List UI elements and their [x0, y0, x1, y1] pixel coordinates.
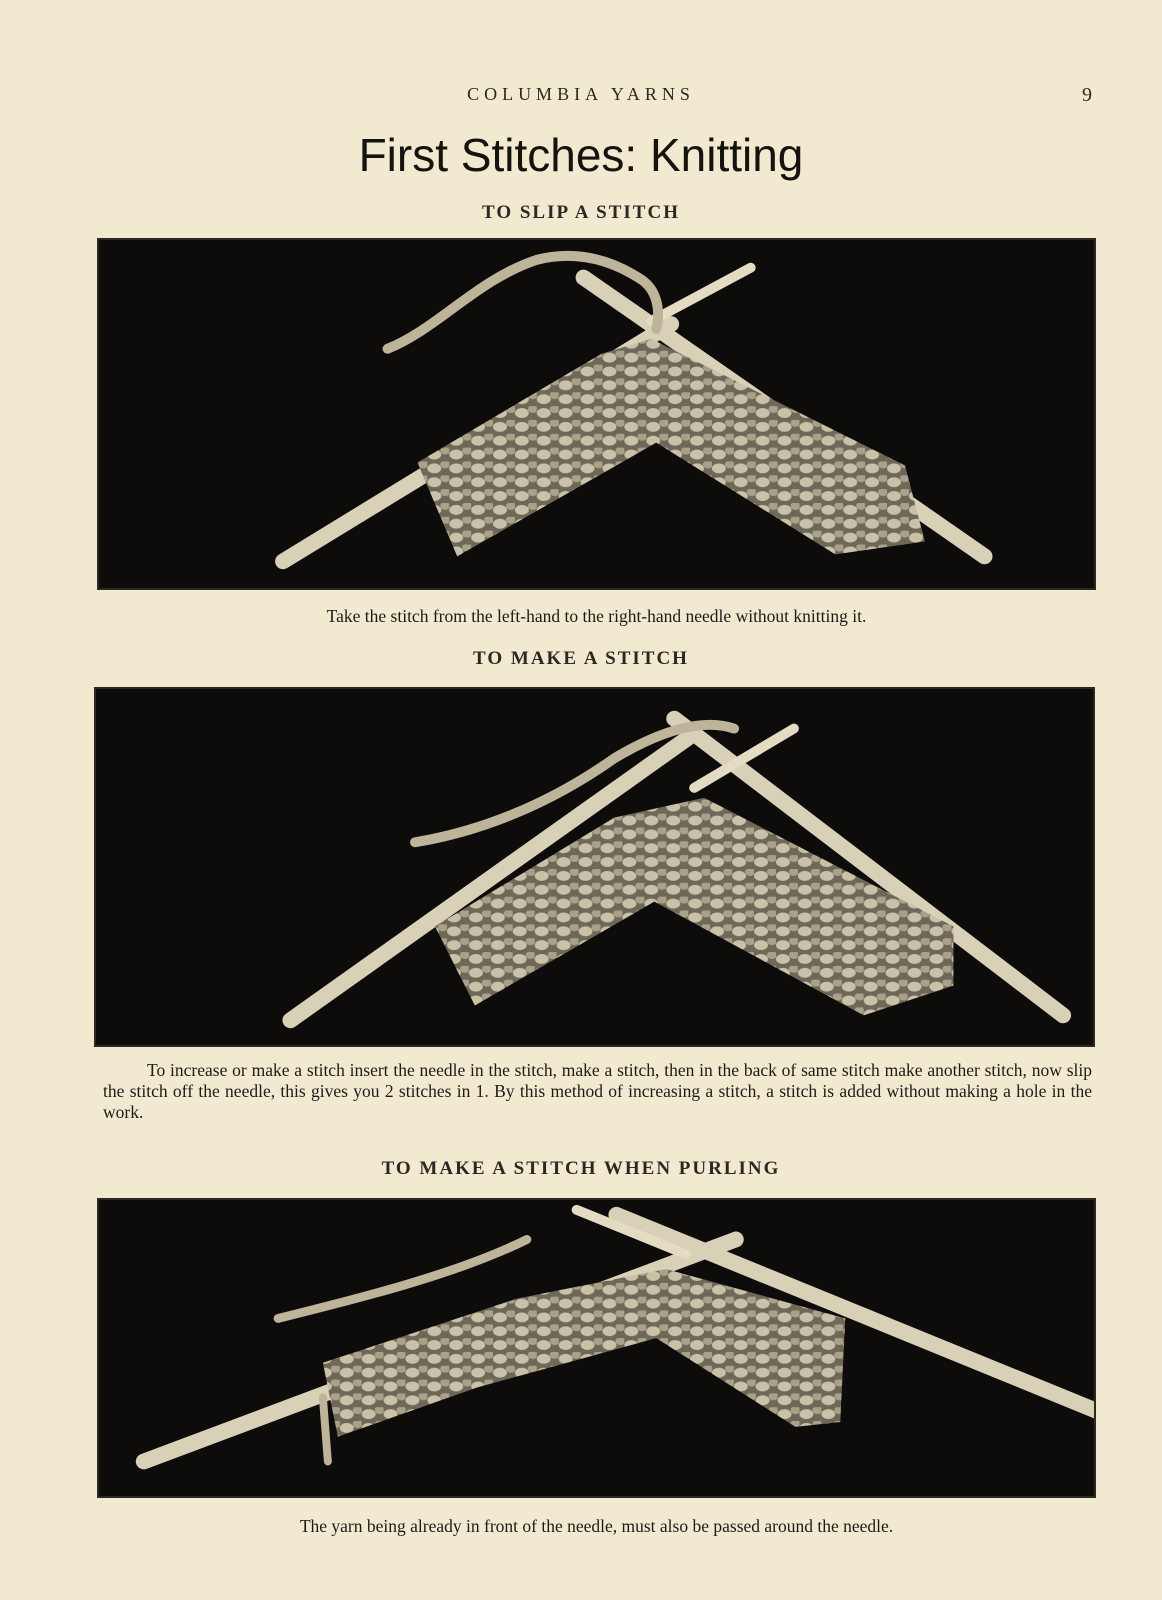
- section-heading-make-stitch: TO MAKE A STITCH: [473, 648, 689, 669]
- knitting-illustration: [99, 1200, 1094, 1496]
- caption-make-stitch: To increase or make a stitch insert the needle in the stitch, make a stitch, then in the back of same stitch make another stitch, now slip the stitch off the needle, this gives you 2 stitches in 1. By this method of increasing a stitch, a stitch is added without making a hole in the work.: [103, 1060, 1092, 1122]
- running-head: COLUMBIA YARNS: [467, 84, 695, 104]
- section-heading-purl-stitch: TO MAKE A STITCH WHEN PURLING: [381, 1158, 781, 1179]
- page-number: 9: [1082, 84, 1092, 106]
- caption-slip-stitch: Take the stitch from the left-hand to the right-hand needle without knitting it.: [326, 606, 867, 626]
- photo-slip-stitch: [97, 238, 1096, 590]
- knitting-illustration: [99, 240, 1094, 588]
- page-title: First Stitches: Knitting: [358, 129, 804, 181]
- knitting-illustration: [96, 689, 1093, 1045]
- section-heading-slip-stitch: TO SLIP A STITCH: [482, 202, 680, 223]
- photo-make-stitch: [94, 687, 1095, 1047]
- caption-purl-stitch: The yarn being already in front of the needle, must also be passed around the needle.: [299, 1516, 894, 1536]
- photo-purl-stitch: [97, 1198, 1096, 1498]
